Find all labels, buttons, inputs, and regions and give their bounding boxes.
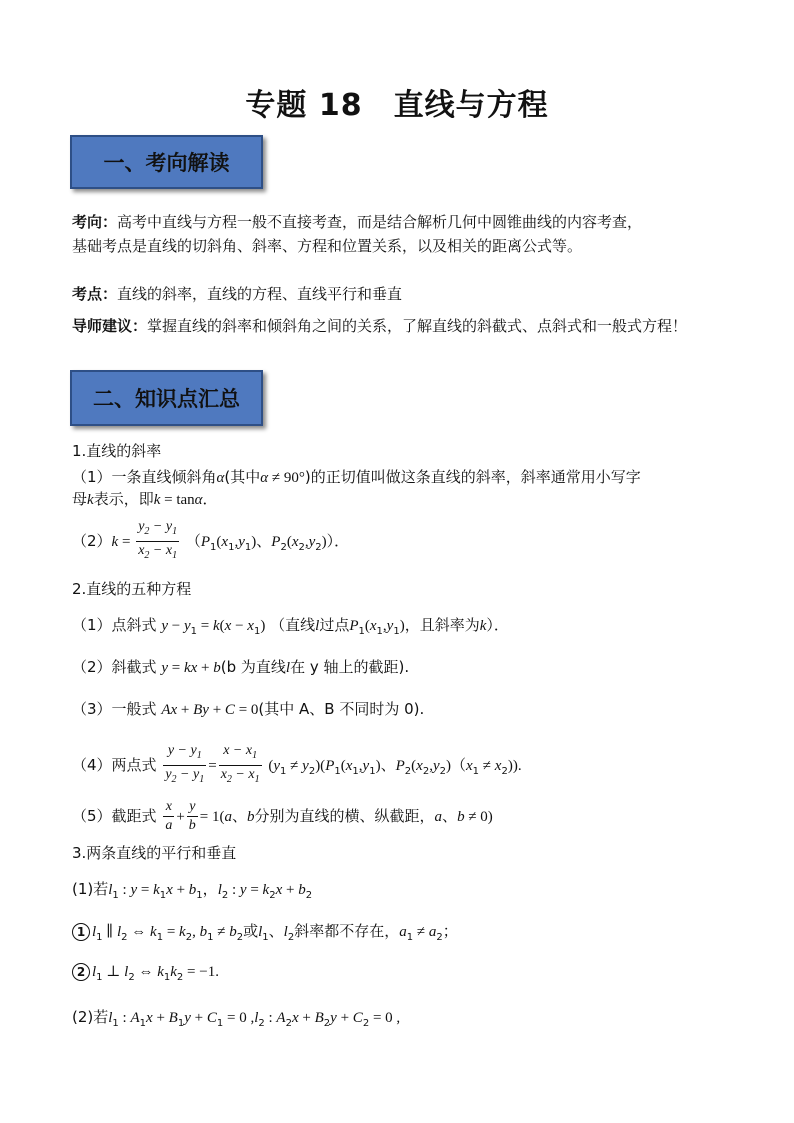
topic-equations-heading: 2.直线的五种方程 (72, 580, 192, 598)
slope-definition-line1: （1）一条直线倾斜角α(其中α ≠ 90°)的正切值叫做这条直线的斜率，斜率通常用小写字 (72, 468, 641, 486)
perpendicular-condition: 2 $l_1$ ⊥ $l_2$ ⇔ $k_1k_2 = -1$. (72, 962, 219, 983)
general-form: （3）一般式 Ax + By + C = 0(其中 A、B 不同时为 0). (72, 700, 425, 718)
slope-formula: （2）k = $\frac{y_2 - y_1}{x_2 - x_1}$ （$P_1(x_1,y_1)$、$P_2(x_2,y_2)$）． (72, 519, 350, 561)
two-point-form: （4）两点式 $\frac{y - y_1}{y_2 - y_1}$ = $\frac{x - x_1}{x_2 - x_1}$ $(y_1 \ne y_2)(P_1(x_1,y_1)$、$P_2(x_2,y_2)(x_1 \ne x_2)$). (72, 743, 522, 785)
advice-paragraph: 导师建议：掌握直线的斜率和倾斜角之间的关系，了解直线的斜截式、点斜式和一般式方程！ (72, 317, 688, 335)
topic-parallel-heading: 3.两条直线的平行和垂直 (72, 844, 237, 862)
parallel-condition: 1 $l_1$ ∥ $l_2$ ⇔ $k_1 = k_2$, $b_1 \ne b_2$或$l_1$、$l_2$斜率都不存在，$a_1 \ne a_2$； (72, 920, 458, 943)
intercept-form: （5）截距式 $\frac{x}{a}$ + $\frac{y}{b}$ = 1(a、b分别为直线的横、纵截距，a、b ≠ 0) (72, 799, 493, 833)
condition-general-form: (2)若$l_1$ : $A_1x + B_1y + C_1 = 0$ $,l_2$ : $A_2x + B_2y + C_2 = 0$ , (72, 1008, 401, 1029)
condition-slope-form: (1)若$l_1$ : $y = k_1x + b_1$，$l_2$ : $y = k_2x + b_2$ (72, 880, 313, 901)
slope-intercept-form: （2）斜截式 y = kx + b(b 为直线l在 y 轴上的截距). (72, 658, 410, 676)
page-title: 专题 18 直线与方程 (245, 88, 549, 123)
point-slope-form: （1）点斜式 $y - y_1 = k(x - x_1)$ （直线l过点$P_1(x_1,y_1)$，且斜率为k）． (72, 616, 509, 637)
kaodian-paragraph: 考点：直线的斜率，直线的方程、直线平行和垂直 (72, 285, 403, 303)
section-heading-1: 一、考向解读 (70, 135, 263, 189)
section-heading-2: 二、知识点汇总 (70, 370, 263, 426)
slope-definition-line2: 母k表示，即k = tanα． (72, 490, 218, 508)
topic-slope-heading: 1.直线的斜率 (72, 442, 162, 460)
kaoxiang-paragraph: 考向：高考中直线与方程一般不直接考查，而是结合解析几何中圆锥曲线的内容考查， 基础考点是直线的切斜角、斜率、方程和位置关系，以及相关的距离公式等。 (72, 213, 643, 255)
